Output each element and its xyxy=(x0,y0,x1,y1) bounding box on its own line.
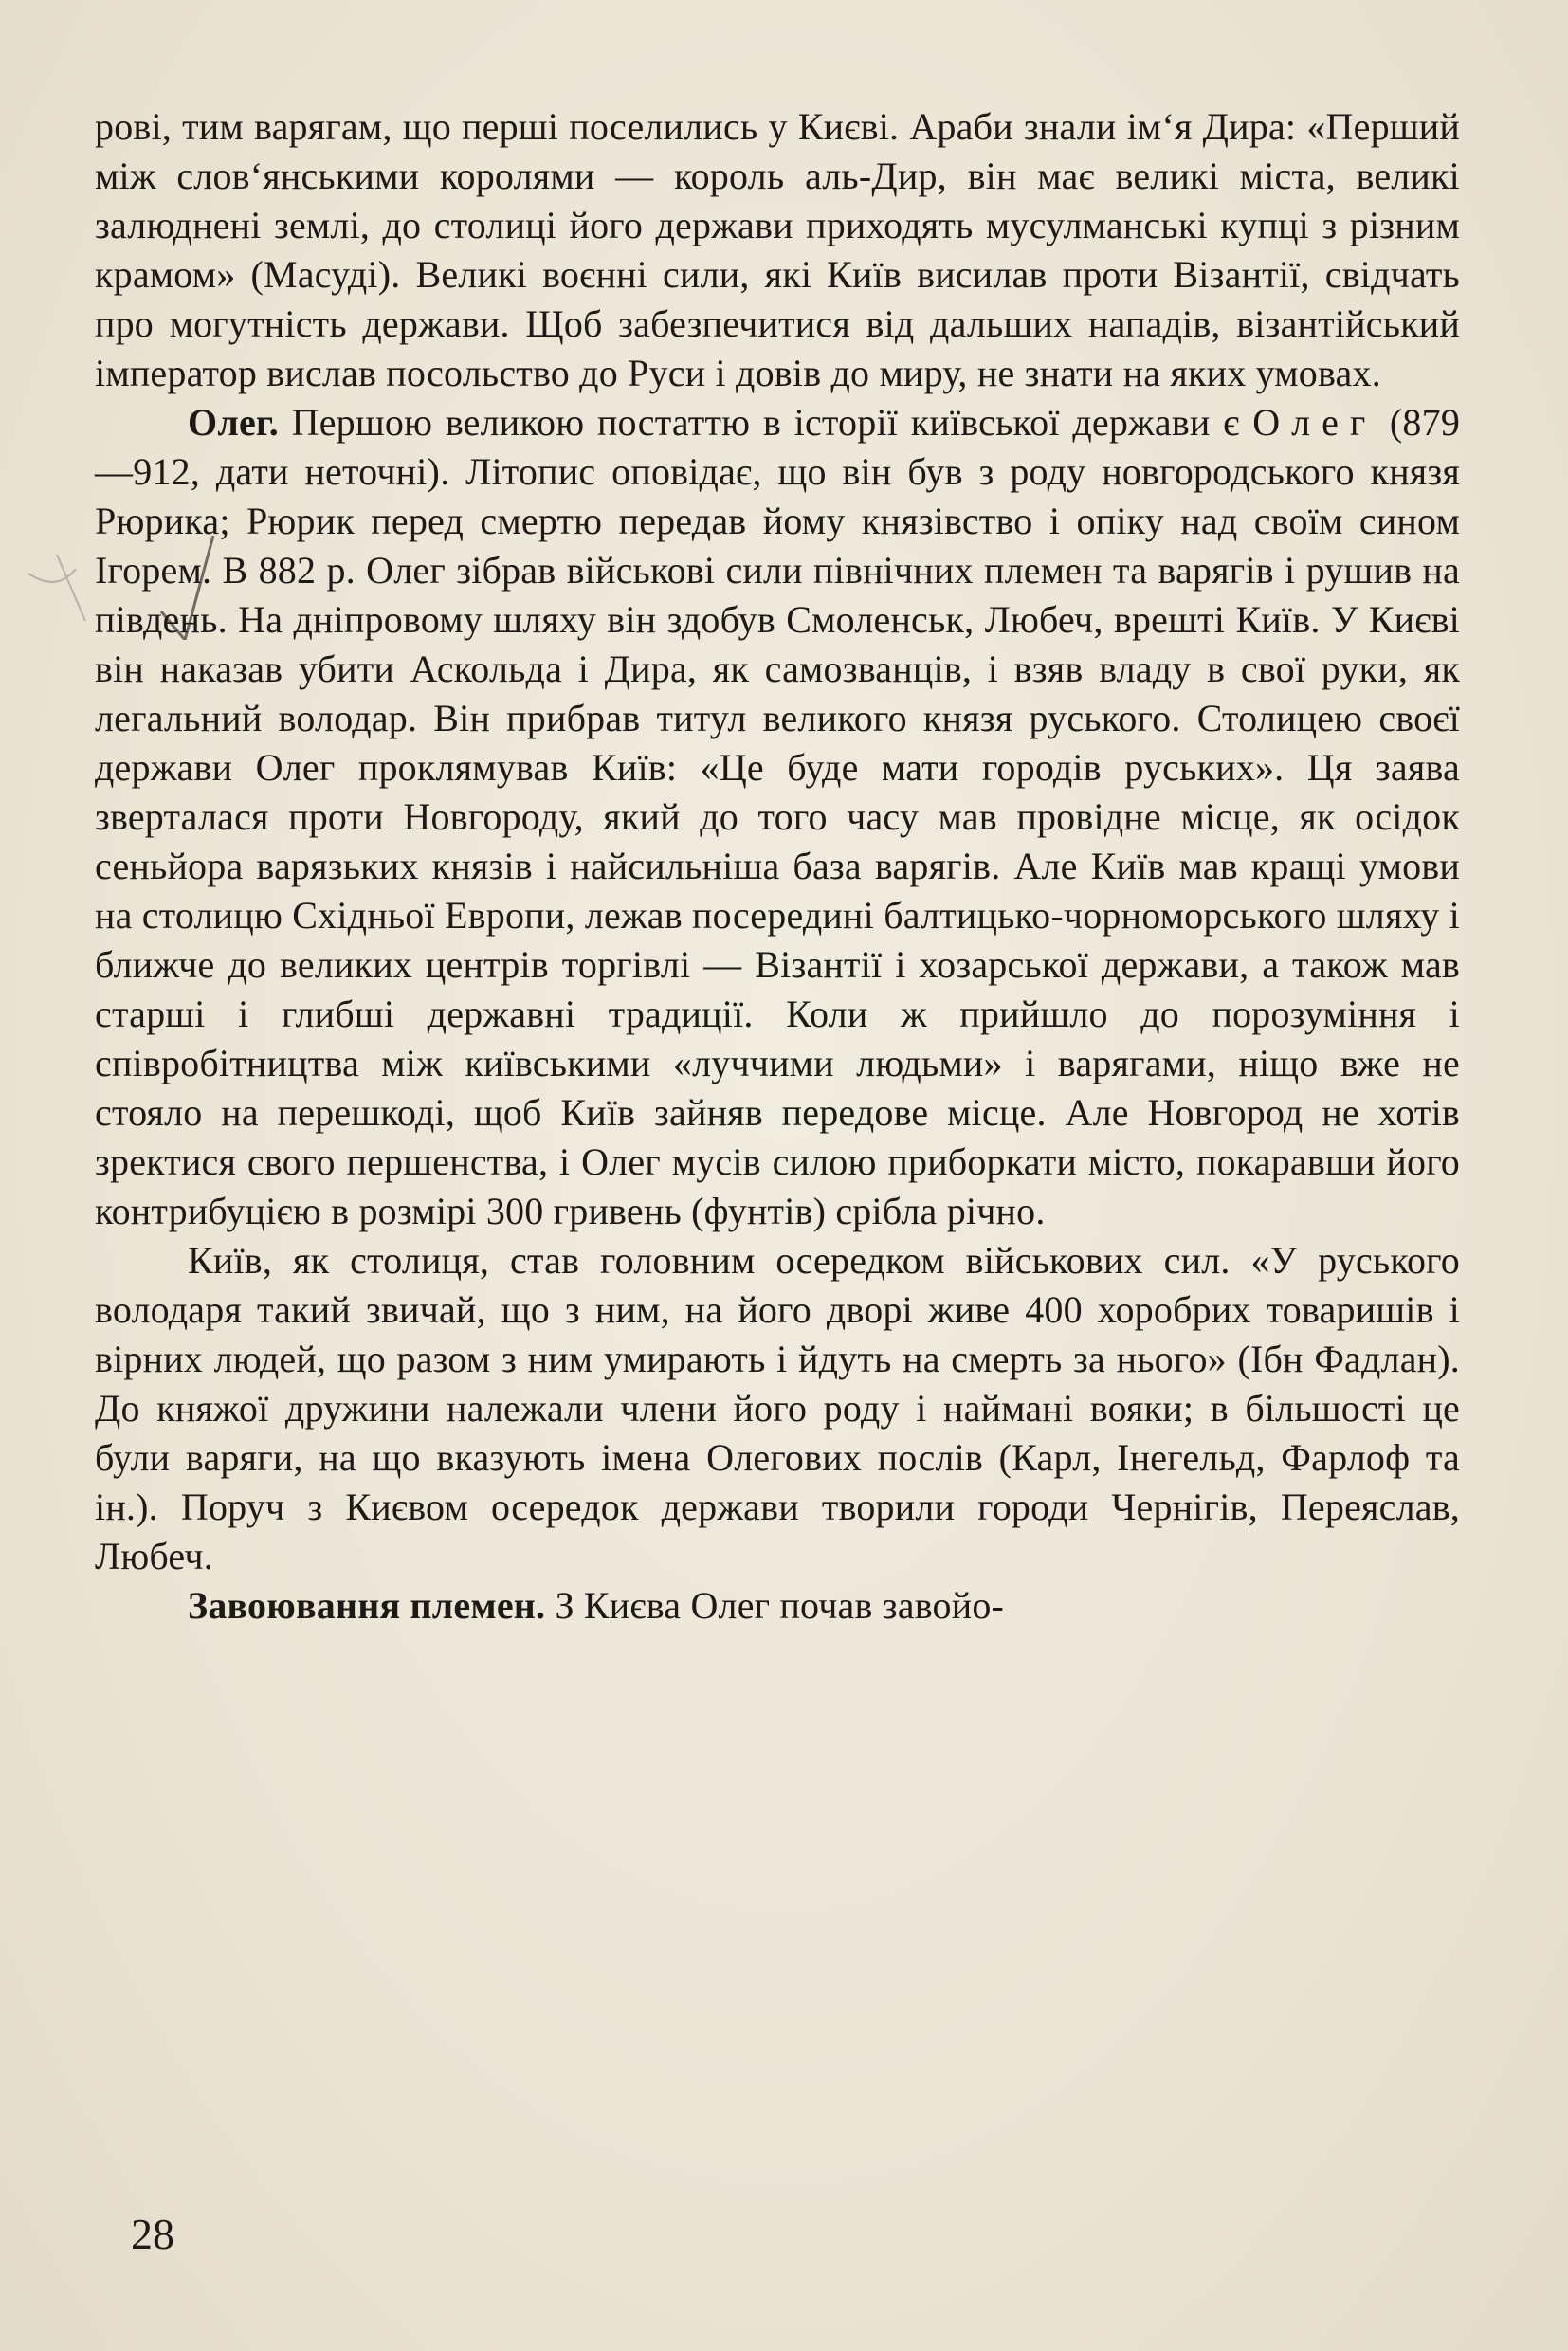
body-text xyxy=(95,102,1460,1631)
paragraph-intro xyxy=(95,102,1460,398)
section-heading-conquest: Завоювання племен. xyxy=(188,1584,546,1627)
paragraph-kyiv-capital xyxy=(95,1236,1460,1581)
paragraph-text: рові, тим варягам, що перші поселились у Києві. Араби знали ім‘я Дира: «Перший між слов‘янськими королями — король аль-Дир, він має великі міста, великі залюднені землі, до столиці його держави приходять мусулманські купці з різним крамом» (Масуді). Великі воєнні сили, які Київ висилав проти Візантії, свідчать про могутність держави. Щоб забезпечитися від дальших нападів, візантійський імператор вислав посольство до Руси і довів до миру, не знати на яких умовах. xyxy=(95,105,1460,394)
paragraph-text: Київ, як столиця, став головним осередком військових сил. «У руського володаря такий звичай, що з ним, на його дворі живе 400 хоробрих товаришів і вірних людей, що разом з ним умирають і йдуть на смерть за нього» (Ібн Фадлан). До княжої дружини належали члени його роду і наймані вояки; в більшості це були варяги, на що вказують імена Олегових послів (Карл, Інегельд, Фарлоф та ін.). Поруч з Києвом осередок держави творили городи Чернігів, Переяслав, Любеч. xyxy=(95,1239,1460,1577)
paragraph-text: (879—912, дати неточні). Літопис оповідає, що він був з роду новгородського князя Рюрика; Рюрик перед смертю передав йому князівство і опіку над своїм сином Ігорем. В 882 р. Олег зібрав військові сили північних племен та варягів і рушив на південь. На дніпровому шляху він здобув Смоленськ, Любеч, врешті Київ. У Києві він наказав убити Аскольда і Дира, як самозванців, і взяв владу в свої руки, як легальний володар. Він прибрав титул великого князя руського. Столицею своєї держави Олег проклямував Київ: «Це буде мати городів руських». Ця заява зверталася проти Новгороду, який до того часу мав провідне місце, як осідок сеньйора варязьких князів і найсильніша база варягів. Але Київ мав кращі умови на столицю Східньої Европи, лежав посередині балтицько-чорноморського шляху і ближче до великих центрів торгівлі — Візантії і хозарської держави, а також мав старші і глибші державні традиції. Коли ж прийшло до порозуміння і співробітництва між київськими «луччими людьми» і варягами, ніщо вже не стояло на перешкоді, щоб Київ зайняв передове місце. Але Новгород не хотів зректися свого першенства, і Олег мусів силою приборкати місто, покаравши його контрибуцією в розмірі 300 гривень (фунтів) срібла річно. xyxy=(95,401,1461,1232)
section-heading-oleg: Олег. xyxy=(188,401,279,444)
paragraph-conquest xyxy=(95,1581,1460,1631)
paragraph-text: З Києва Олег почав завойо- xyxy=(555,1584,1005,1627)
emphasized-name: Олег xyxy=(1252,401,1377,444)
page-number: 28 xyxy=(131,2210,174,2258)
paragraph-lead: Першою великою постаттю в історії київської держави є xyxy=(291,401,1240,444)
paragraph-oleg xyxy=(95,398,1460,1236)
